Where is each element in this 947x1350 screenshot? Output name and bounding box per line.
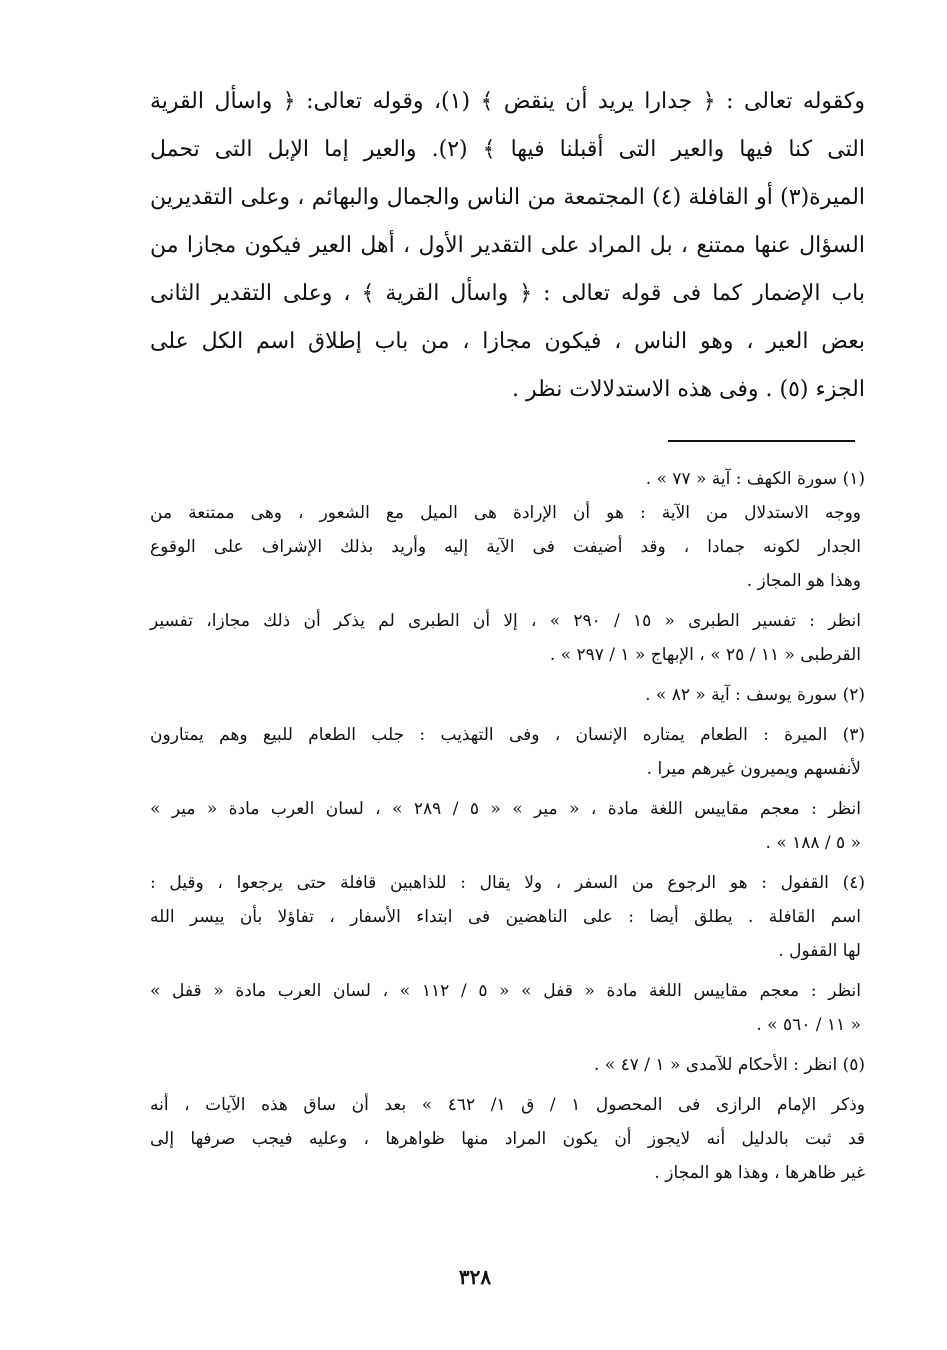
footnote-line: انظر : معجم مقاييس اللغة مادة ، « مير » « ٥ / ٢٨٩ » ، لسان العرب مادة « مير » xyxy=(150,799,861,819)
footnote-line: « ١١ / ٥٦٠ » . xyxy=(756,1015,861,1035)
footnote-line: (١) سورة الكهف : آية « ٧٧ » . xyxy=(645,469,865,489)
footnote-line: (٢) سورة يوسف : آية « ٨٢ » . xyxy=(645,685,865,705)
footnote-line: الجدار لكونه جمادا ، وقد أضيفت فى الآية إليه وأريد بذلك الإشراف على الوقوع xyxy=(150,537,861,557)
footnote-line: لأنفسهم ويميرون غيرهم ميرا . xyxy=(646,759,861,779)
main-line: الميرة(٣) أو القافلة (٤) المجتمعة من الناس والجمال والبهائم ، وعلى التقديرين xyxy=(150,185,866,210)
footnote-line: (٣) الميرة : الطعام يمتاره الإنسان ، وفى التهذيب : جلب الطعام للبيع وهم يمتارون xyxy=(150,725,865,745)
main-line: باب الإضمار كما فى قوله تعالى : ﴿ واسأل القرية ﴾ ، وعلى التقدير الثانى xyxy=(150,281,865,306)
footnote-line: اسم القافلة . يطلق أيضا : على الناهضين فى ابتداء الأسفار ، تفاؤلا بأن ييسر الله xyxy=(150,907,861,927)
main-line: وكقوله تعالى : ﴿ جدارا يريد أن ينقض ﴾ (١)، وقوله تعالى: ﴿ واسأل القرية xyxy=(150,89,866,114)
footnote-line: غير ظاهرها ، وهذا هو المجاز . xyxy=(654,1163,865,1183)
footnote-line: لها القفول . xyxy=(778,941,861,961)
footnote-line: (٥) انظر : الأحكام للآمدى « ١ / ٤٧ » . xyxy=(593,1055,865,1075)
main-line: بعض العير ، وهو الناس ، فيكون مجازا ، من باب إطلاق اسم الكل على xyxy=(150,329,865,354)
main-paragraph xyxy=(150,78,865,414)
footnotes xyxy=(150,462,865,1190)
footnote-line: وذكر الإمام الرازى فى المحصول ١ / ق ١/ ٤٦٢ » بعد أن ساق هذه الآيات ، أنه xyxy=(150,1095,865,1115)
footnote-line: انظر : تفسير الطبرى « ١٥ / ٢٩٠ » ، إلا أن الطبرى لم يذكر أن ذلك مجازا، تفسير xyxy=(150,611,861,631)
main-line: السؤال عنها ممتنع ، بل المراد على التقدير الأول ، أهل العير فيكون مجازا من xyxy=(150,233,865,258)
main-line: الجزء (٥) . وفى هذه الاستدلالات نظر . xyxy=(512,377,865,402)
footnote-divider xyxy=(668,440,855,442)
footnote-line: القرطبى « ١١ / ٢٥ » ، الإبهاج « ١ / ٢٩٧ » . xyxy=(549,645,861,665)
footnote-line: انظر : معجم مقاييس اللغة مادة « قفل » « ٥ / ١١٢ » ، لسان العرب مادة « قفل » xyxy=(150,981,861,1001)
footnote-line: (٤) القفول : هو الرجوع من السفر ، ولا يقال : للذاهبين قافلة حتى يرجعوا ، وقيل : xyxy=(150,873,865,893)
footnote-line: قد ثبت بالدليل أنه لايجوز أن يكون المراد منها ظواهرها ، وعليه فيجب صرفها إلى xyxy=(150,1129,865,1149)
footnote-line: ووجه الاستدلال من الآية : هو أن الإرادة هى الميل مع الشعور ، وهى ممتنعة من xyxy=(150,503,861,523)
footnote-line: وهذا هو المجاز . xyxy=(746,571,861,591)
main-line: التى كنا فيها والعير التى أقبلنا فيها ﴾ (٢). والعير إما الإبل التى تحمل xyxy=(150,137,865,162)
footnote-line: « ٥ / ١٨٨ » . xyxy=(765,833,861,853)
page-number: ٣٢٨ xyxy=(458,1265,492,1289)
